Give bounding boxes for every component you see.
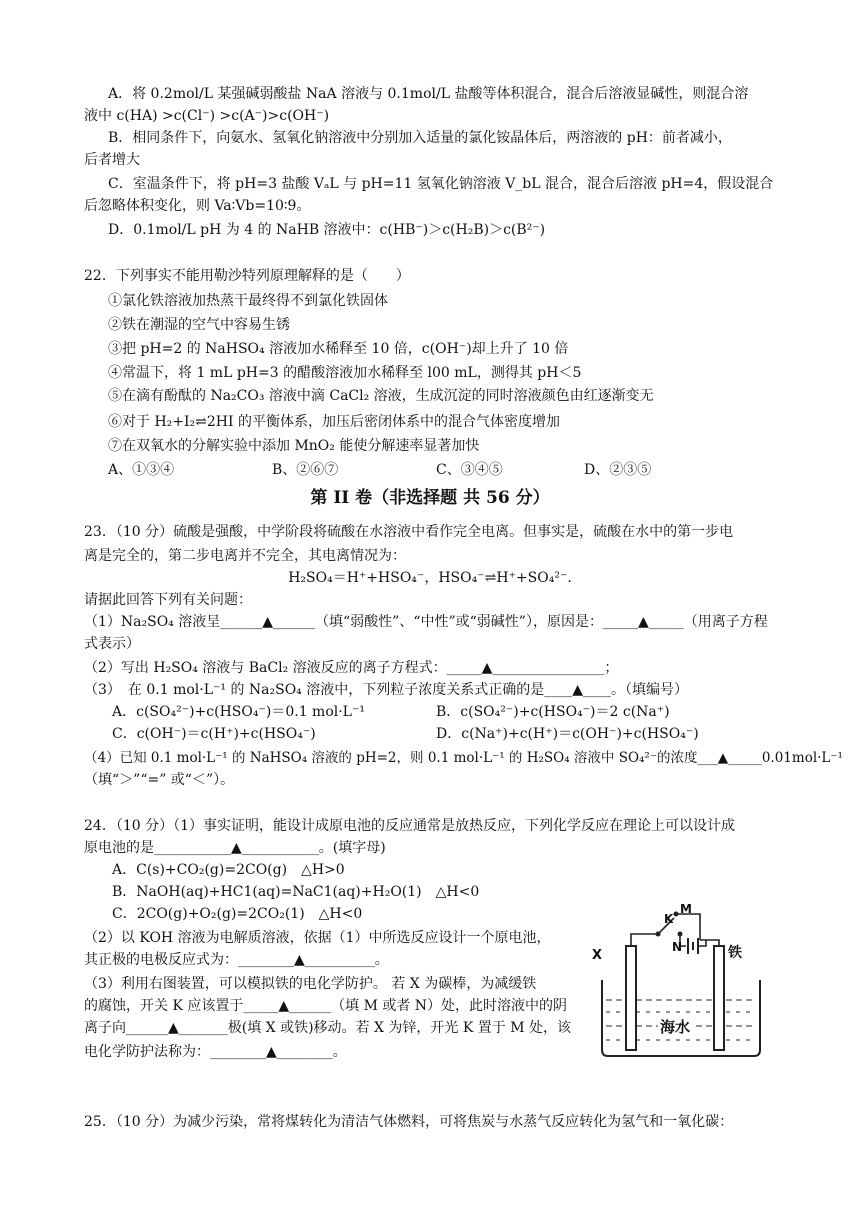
q23-part4-line2: （填“＞”“=” 或“＜”）。: [84, 772, 235, 788]
q23-part3-option-a: A．c(SO₄²⁻)+c(HSO₄⁻)＝0.1 mol·L⁻¹: [112, 704, 365, 720]
q23-prompt: 请据此回答下列有关问题：: [84, 592, 252, 608]
q23-part3-option-b: B．c(SO₄²⁻)+c(HSO₄⁻)＝2 c(Na⁺): [436, 704, 670, 720]
q24-part3-line1: （3）利用右图装置，可以模拟铁的电化学防护。 若 X 为碳棒，为减缓铁: [84, 976, 537, 992]
q23-equation: H₂SO₄＝H⁺+HSO₄⁻，HSO₄⁻⇌H⁺+SO₄²⁻.: [288, 570, 572, 586]
section-title: 第 II 卷（非选择题 共 56 分）: [310, 488, 550, 508]
wire-left: [631, 934, 658, 946]
q22-item-1: ①氯化铁溶液加热蒸干最终得不到氯化铁固体: [108, 293, 388, 309]
q24-part2-line2: 其正极的电极反应式为：________▲__________。: [84, 952, 389, 968]
q21-option-b-line1: B．相同条件下，向氨水、氢氧化钠溶液中分别加入适量的氯化铵晶体后，两溶液的 pH：前者减小，: [108, 130, 732, 146]
q22-item-5: ⑤在滴有酚酞的 Na₂CO₃ 溶液中滴 CaCl₂ 溶液，生成沉淀的同时溶液颜色由红逐渐变无: [108, 388, 654, 404]
q24-part3-line4: 电化学防护法称为：________▲________。: [84, 1044, 347, 1060]
q23-stem-line2: 离是完全的，第二步电离并不完全，其电离情况为：: [84, 548, 406, 564]
q22-item-2: ②铁在潮湿的空气中容易生锈: [108, 317, 290, 333]
q24-option-a: A．C(s)+CO₂(g)=2CO(g) △H>0: [112, 862, 345, 878]
q21-option-c-line2: 后忽略体积变化，则 Va∶Vb=10∶9。: [84, 198, 311, 214]
q22-option-c: C、③④⑤: [436, 462, 503, 478]
electrochemical-cell-figure: [588, 900, 774, 1060]
q23-part2: （2）写出 H₂SO₄ 溶液与 BaCl₂ 溶液反应的离子方程式：_____▲________________；: [84, 660, 619, 676]
label-x: X: [592, 948, 603, 963]
q24-option-b: B．NaOH(aq)+HC1(aq)=NaC1(aq)+H₂O(1) △H<0: [112, 884, 480, 900]
q24-part2-line1: （2）以 KOH 溶液为电解质溶液，依据（1）中所选反应设计一个原电池，: [84, 930, 551, 946]
q24-stem-line2: 原电池的是___________▲___________。(填字母): [84, 840, 386, 856]
wire-battery: [698, 940, 706, 946]
q22-stem: 22．下列事实不能用勒沙特列原理解释的是（ ）: [84, 268, 410, 284]
q23-part1-line1: （1）Na₂SO₄ 溶液呈______▲______（填“弱酸性”、“中性”或“弱碱性”），原因是：_____▲_____（用离子方程: [84, 614, 768, 630]
q23-stem-line1: 23．（10 分）硫酸是强酸，中学阶段将硫酸在水溶液中看作完全电离。但事实是，硫酸在水中的第一步电: [84, 524, 734, 540]
q24-option-c: C．2CO(g)+O₂(g)=2CO₂(1) △H<0: [112, 906, 363, 922]
q23-part4-line1: （4）已知 0.1 mol·L⁻¹ 的 NaHSO₄ 溶液的 pH=2，则 0.1 mol·L⁻¹ 的 H₂SO₄ 溶液中 SO₄²⁻的浓度___▲_____0.01mol·L⁻¹: [84, 750, 843, 766]
electrode-iron: [714, 946, 724, 1050]
q23-part3: （3） 在 0.1 mol·L⁻¹ 的 Na₂SO₄ 溶液中，下列粒子浓度关系式正确的是____▲____。（填编号）: [84, 682, 689, 698]
q24-part3-line3: 离子向______▲_______极(填 X 或铁)移动。若 X 为锌，开光 K 置于 M 处，该: [84, 1020, 572, 1036]
q21-option-d: D．0.1mol/L pH 为 4 的 NaHB 溶液中：c(HB⁻)＞c(H₂B)＞c(B²⁻): [108, 222, 546, 238]
label-iron: 铁: [728, 945, 742, 961]
q24-stem-line1: 24．（10 分）（1）事实证明，能设计成原电池的反应通常是放热反应，下列化学反应在理论上可以设计成: [84, 818, 735, 834]
electrode-x: [626, 946, 636, 1050]
q25-stem: 25．（10 分）为减少污染，常将煤转化为清洁气体燃料，可将焦炭与水蒸气反应转化为氢气和一氧化碳：: [84, 1114, 734, 1130]
q23-part3-option-d: D．c(Na⁺)+c(H⁺)＝c(OH⁻)+c(HSO₄⁻): [436, 726, 699, 742]
label-m: M: [680, 902, 692, 916]
q21-option-b-line2: 后者增大: [84, 152, 140, 168]
q22-option-a: A、①③④: [108, 462, 175, 478]
q24-part3-line2: 的腐蚀，开关 K 应该置于_____▲______（填 M 或者 N）处，此时溶液中的阴: [84, 998, 568, 1014]
label-seawater: 海水: [660, 1018, 691, 1036]
q21-option-a-line2: 液中 c(HA) >c(Cl⁻) >c(A⁻)>c(OH⁻): [84, 108, 330, 124]
q21-option-c-line1: C．室温条件下，将 pH=3 盐酸 VₐL 与 pH=11 氢氧化钠溶液 V_bL 混合，混合后溶液 pH=4，假设混合: [108, 176, 774, 192]
q23-part1-line2: 式表示）: [84, 636, 140, 652]
label-k: K: [664, 912, 674, 926]
q22-option-d: D、②③⑤: [584, 462, 652, 478]
label-n: N: [672, 940, 683, 954]
q22-item-4: ④常温下，将 1 mL pH=3 的醋酸溶液加水稀释至 l00 mL，测得其 pH＜5: [108, 365, 582, 381]
q22-item-6: ⑥对于 H₂+I₂⇌2HI 的平衡体系，加压后密闭体系中的混合气体密度增加: [108, 414, 560, 430]
q21-option-a-line1: A．将 0.2mol/L 某强碱弱酸盐 NaA 溶液与 0.1mol/L 盐酸等体积混合，混合后溶液显碱性，则混合溶: [108, 86, 749, 102]
q22-item-7: ⑦在双氧水的分解实验中添加 MnO₂ 能使分解速率显著加快: [108, 438, 480, 454]
q22-option-b: B、②⑥⑦: [272, 462, 339, 478]
q23-part3-option-c: C．c(OH⁻)＝c(H⁺)+c(HSO₄⁻): [112, 726, 316, 742]
q22-item-3: ③把 pH=2 的 NaHSO₄ 溶液加水稀释至 10 倍，c(OH⁻)却上升了 10 倍: [108, 341, 569, 357]
